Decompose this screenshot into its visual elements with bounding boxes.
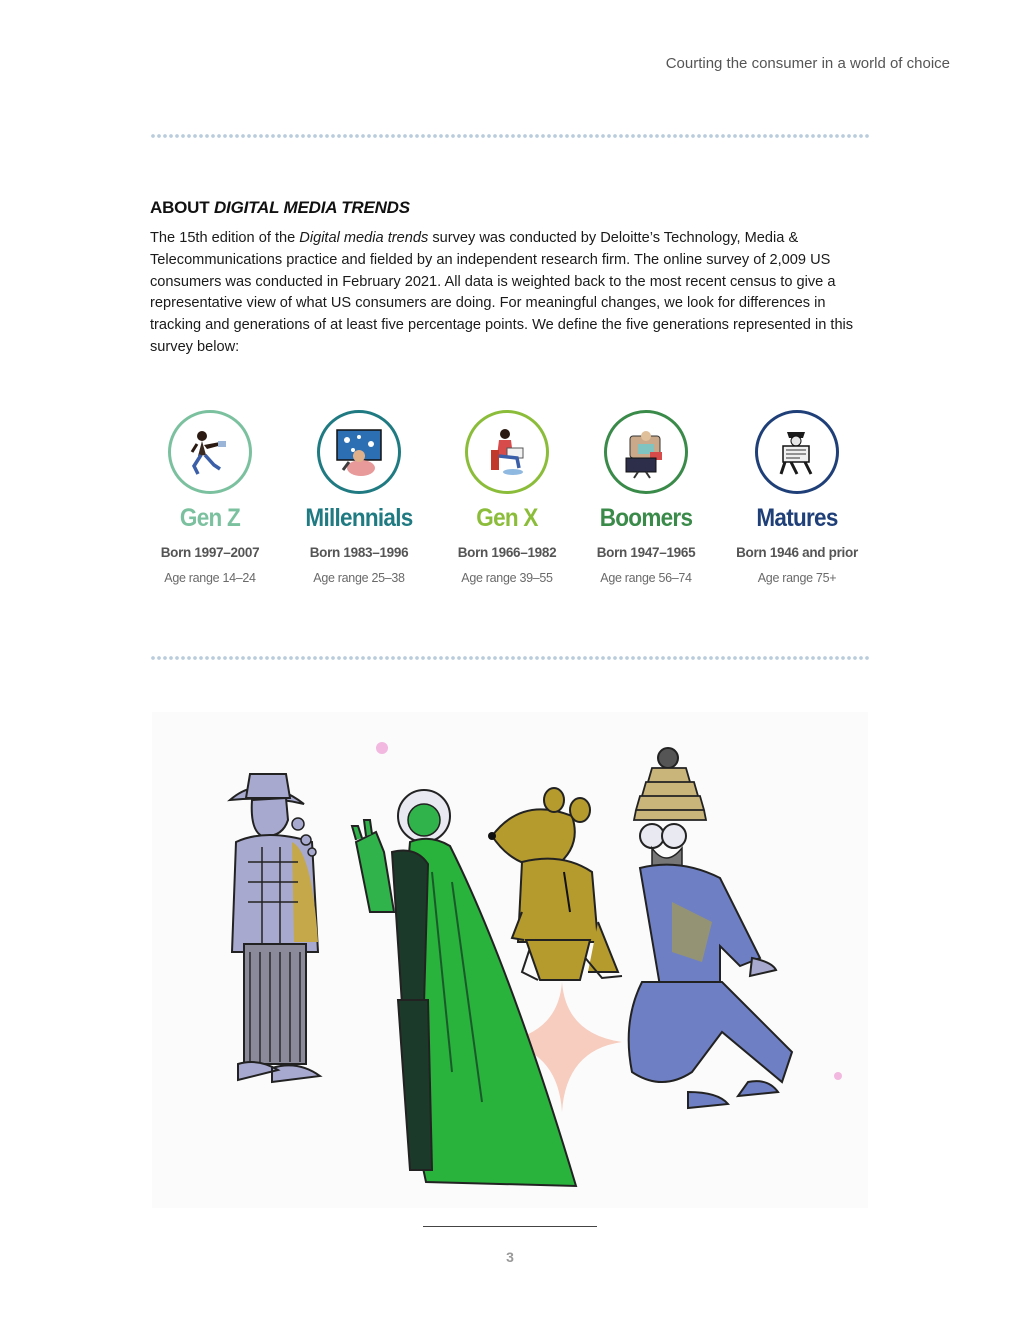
about-paragraph	[150, 228, 875, 359]
millennials-age: Age range 25–38	[313, 571, 405, 585]
generations-illustration	[152, 712, 868, 1208]
gen-x-born: Born 1966–1982	[457, 545, 557, 560]
gen-x-badge-icon	[465, 410, 549, 494]
generation-millennials	[274, 410, 444, 585]
about-heading	[150, 198, 410, 218]
figure-mouse	[488, 788, 622, 980]
boomers-born: Born 1947–1965	[596, 545, 696, 560]
boomers-name: Boomers	[599, 504, 693, 532]
about-text-part2: survey was conducted by Deloitte’s Technology, Media & Telecommunications practice and fielded by an independent research firm. The online survey of 2,009 US consumers was conducted in February 2021. All data is weighted back to the most recent census to give a representative view of what US consumers are doing. For meaningful changes, we look for differences in tracking and generations of at least five percentage points. We define the five generations represented in this survey below:	[150, 230, 854, 355]
matures-age: Age range 75+	[757, 571, 837, 585]
millennials-badge-icon	[317, 410, 401, 494]
matures-badge-icon	[755, 410, 839, 494]
boomers-badge-icon	[604, 410, 688, 494]
matures-born: Born 1946 and prior	[736, 545, 858, 560]
generation-boomers	[561, 410, 731, 585]
gen-x-age: Age range 39–55	[461, 571, 553, 585]
running-header: Courting the consumer in a world of choice	[665, 55, 950, 72]
generation-gen-z	[125, 410, 295, 585]
dotted-divider-bottom	[150, 655, 870, 661]
about-text-italic: Digital media trends	[299, 230, 429, 246]
gen-z-name: Gen Z	[179, 504, 241, 532]
gen-z-born: Born 1997–2007	[160, 545, 260, 560]
about-heading-prefix: ABOUT	[150, 198, 210, 217]
page-number: 3	[506, 1249, 514, 1265]
gen-z-age: Age range 14–24	[164, 571, 256, 585]
generation-matures	[712, 410, 882, 585]
millennials-name: Millennials	[305, 504, 413, 532]
figure-hat-man	[230, 774, 320, 1082]
about-text-part1: The 15th edition of the	[150, 230, 300, 246]
figure-stacked-hat-man	[629, 748, 792, 1108]
matures-name: Matures	[756, 504, 838, 532]
footer-rule	[423, 1226, 597, 1227]
gen-x-name: Gen X	[476, 504, 538, 532]
about-heading-italic: DIGITAL MEDIA TRENDS	[213, 198, 410, 217]
millennials-born: Born 1983–1996	[309, 545, 409, 560]
gen-z-badge-icon	[168, 410, 252, 494]
dotted-divider-top	[150, 133, 870, 139]
boomers-age: Age range 56–74	[600, 571, 692, 585]
